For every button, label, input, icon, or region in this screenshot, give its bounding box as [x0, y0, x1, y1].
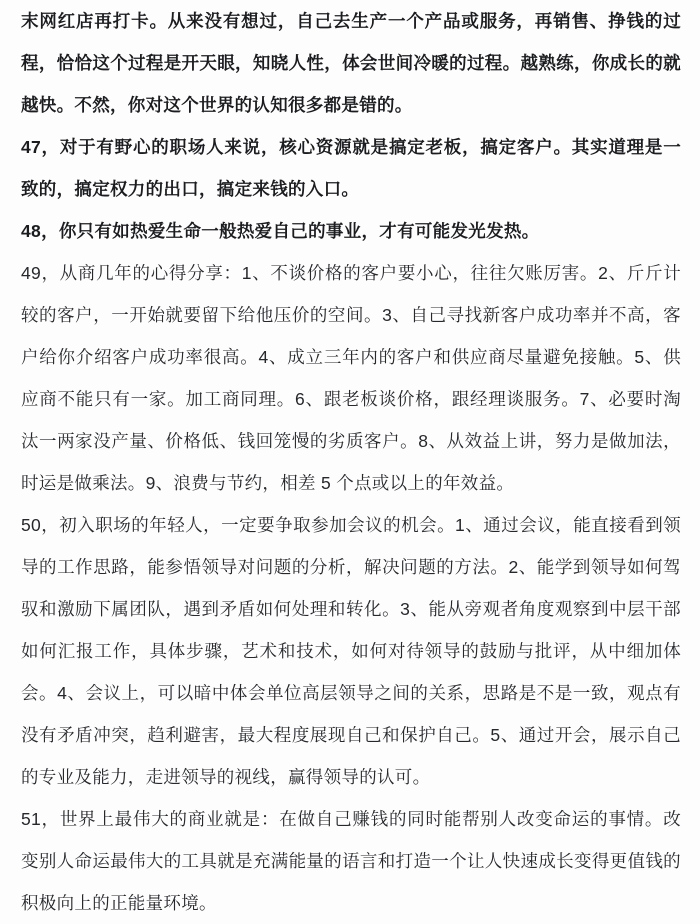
- paragraph-continuation: 末网红店再打卡。从来没有想过，自己去生产一个产品或服务，再销售、挣钱的过程，恰恰这个过程是开天眼，知晓人性，体会世间冷暖的过程。越熟练，你成长的就越快。不然，你对这个世界的认知很多都是错的。: [21, 11, 681, 115]
- paragraph-item-48: 48，你只有如热爱生命一般热爱自己的事业，才有可能发光发热。: [21, 221, 540, 241]
- paragraph-item-50: 50，初入职场的年轻人，一定要争取参加会议的机会。1、通过会议，能直接看到领导的工作思路，能参悟领导对问题的分析，解决问题的方法。2、能学到领导如何驾驭和激励下属团队，遇到矛盾如何处理和转化。3、能从旁观者角度观察到中层干部如何汇报工作，具体步骤，艺术和技术，如何对待领导的鼓励与批评，从中细加体会。4、会议上，可以暗中体会单位高层领导之间的关系，思路是不是一致，观点有没有矛盾冲突，趋利避害，最大程度展现自己和保护自己。5、通过开会，展示自己的专业及能力，走进领导的视线，赢得领导的认可。: [21, 515, 681, 787]
- paragraph-item-51: 51，世界上最伟大的商业就是：在做自己赚钱的同时能帮别人改变命运的事情。改变别人命运最伟大的工具就是充满能量的语言和打造一个让人快速成长变得更值钱的积极向上的正能量环境。: [21, 809, 681, 913]
- paragraph-item-49: 49，从商几年的心得分享：1、不谈价格的客户要小心，往往欠账厉害。2、斤斤计较的客户，一开始就要留下给他压价的空间。3、自己寻找新客户成功率并不高，客户给你介绍客户成功率很高。4、成立三年内的客户和供应商尽量避免接触。5、供应商不能只有一家。加工商同理。6、跟老板谈价格，跟经理谈服务。7、必要时淘汰一两家没产量、价格低、钱回笼慢的劣质客户。8、从效益上讲，努力是做加法，时运是做乘法。9、浪费与节约，相差 5 个点或以上的年效益。: [21, 263, 681, 493]
- paragraph-item-47: 47，对于有野心的职场人来说，核心资源就是搞定老板，搞定客户。其实道理是一致的，搞定权力的出口，搞定来钱的入口。: [21, 137, 681, 199]
